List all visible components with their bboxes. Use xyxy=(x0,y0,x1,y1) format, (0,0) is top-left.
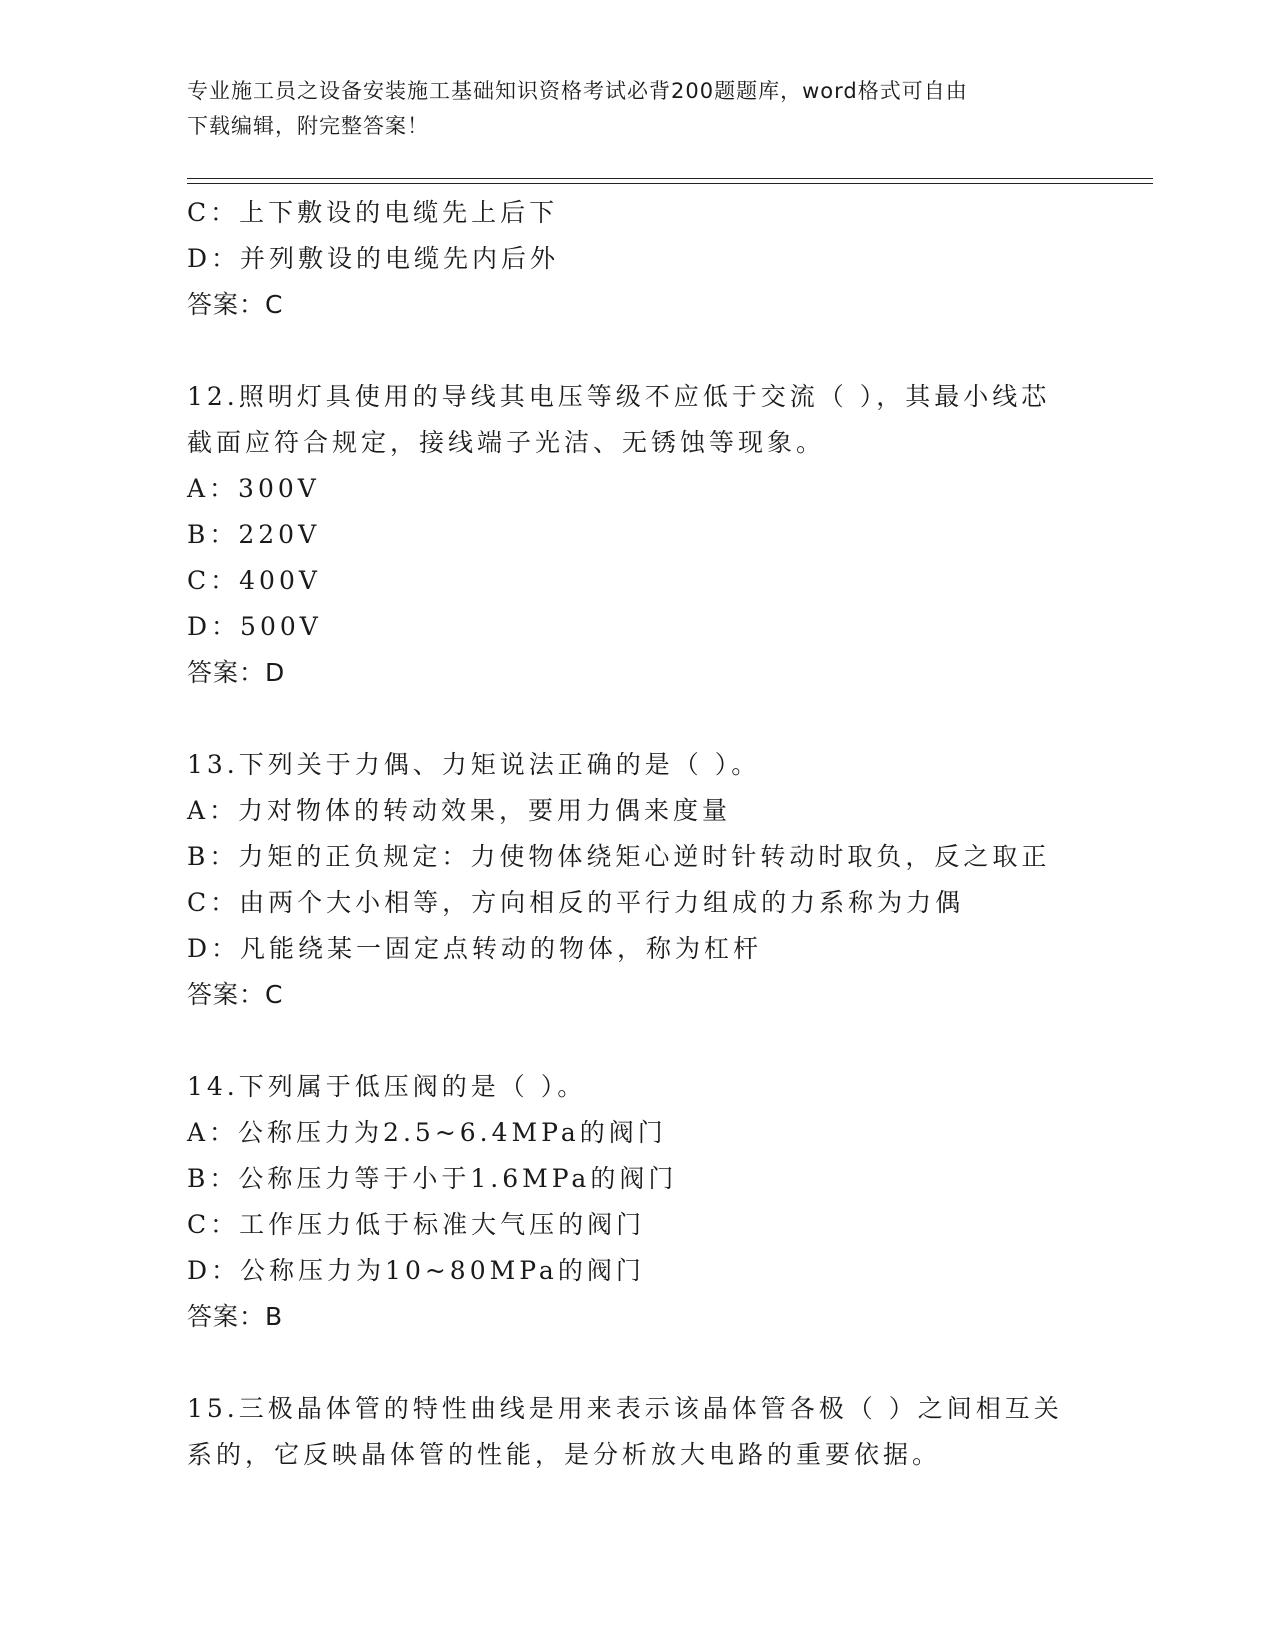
question-list xyxy=(187,190,1087,1478)
option-d: D：公称压力为10~80MPa的阀门 xyxy=(187,1256,645,1285)
option-c: C：由两个大小相等，方向相反的平行力组成的力系称为力偶 xyxy=(187,888,965,917)
question-15 xyxy=(187,1386,1087,1478)
header-divider-top xyxy=(187,178,1153,179)
option-b: B：220V xyxy=(187,520,321,549)
question-stem: 13.下列关于力偶、力矩说法正确的是（ ）。 xyxy=(187,750,761,779)
question-11-tail xyxy=(187,190,1087,328)
option-b: B：力矩的正负规定：力使物体绕矩心逆时针转动时取负，反之取正 xyxy=(187,842,1051,871)
option-d: D：500V xyxy=(187,612,322,641)
question-stem-continued: 截面应符合规定，接线端子光洁、无锈蚀等现象。 xyxy=(187,428,826,457)
option-c: C：400V xyxy=(187,566,321,595)
option-c: C：上下敷设的电缆先上后下 xyxy=(187,198,559,227)
spacer xyxy=(187,1018,1087,1064)
header-title-line-2: 下载编辑，附完整答案！ xyxy=(187,114,429,138)
answer: 答案：D xyxy=(187,658,286,687)
header-title-line-1: 专业施工员之设备安装施工基础知识资格考试必背200题题库，word格式可自由 xyxy=(187,79,968,103)
spacer xyxy=(187,1340,1087,1386)
question-12 xyxy=(187,374,1087,696)
document-header xyxy=(187,74,1067,144)
spacer xyxy=(187,328,1087,374)
answer: 答案：C xyxy=(187,980,284,1009)
answer: 答案：C xyxy=(187,290,284,319)
spacer xyxy=(187,696,1087,742)
header-divider-bottom xyxy=(187,183,1153,184)
question-stem: 12.照明灯具使用的导线其电压等级不应低于交流（ ），其最小线芯 xyxy=(187,382,1051,411)
option-d: D：凡能绕某一固定点转动的物体，称为杠杆 xyxy=(187,934,763,963)
question-13 xyxy=(187,742,1087,1018)
option-c: C：工作压力低于标准大气压的阀门 xyxy=(187,1210,646,1239)
question-14 xyxy=(187,1064,1087,1340)
question-stem-continued: 系的，它反映晶体管的性能，是分析放大电路的重要依据。 xyxy=(187,1440,942,1469)
option-a: A：力对物体的转动效果，要用力偶来度量 xyxy=(187,796,732,825)
option-a: A：300V xyxy=(187,474,320,503)
question-stem: 15.三极晶体管的特性曲线是用来表示该晶体管各极（ ）之间相互关 xyxy=(187,1394,1063,1423)
option-b: B：公称压力等于小于1.6MPa的阀门 xyxy=(187,1164,678,1193)
option-d: D：并列敷设的电缆先内后外 xyxy=(187,244,560,273)
question-stem: 14.下列属于低压阀的是（ ）。 xyxy=(187,1072,587,1101)
answer: 答案：B xyxy=(187,1302,284,1331)
option-a: A：公称压力为2.5~6.4MPa的阀门 xyxy=(187,1118,667,1147)
